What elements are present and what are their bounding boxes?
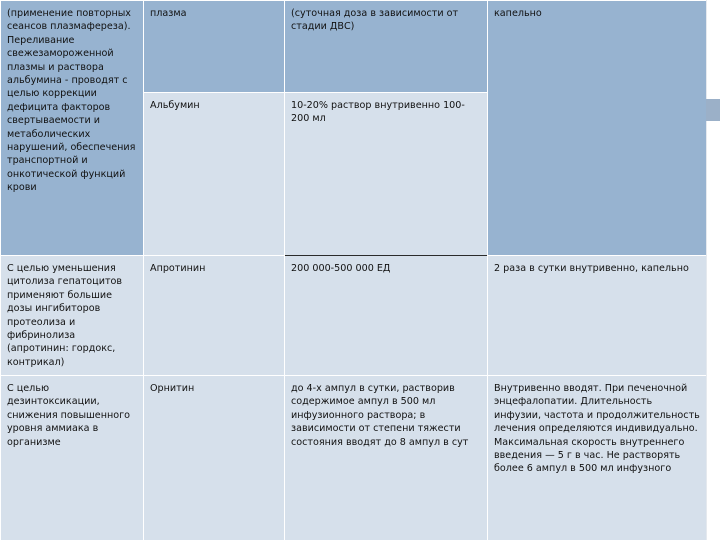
indication-cell: С целью дезинтоксикации, снижения повышенного уровня аммиака в организме bbox=[1, 376, 144, 541]
drug-cell: Апротинин bbox=[144, 256, 285, 376]
drug-cell: Альбумин bbox=[144, 93, 285, 256]
dose-cell: 200 000-500 000 ЕД bbox=[285, 256, 488, 376]
indication-cell: С целью уменьшения цитолиза гепатоцитов применяют большие дозы ингибиторов протеолиза и фибринолиза (апротинин: гордокс, контрикал) bbox=[1, 256, 144, 376]
slide-edge-divider bbox=[706, 0, 707, 540]
drug-cell: плазма bbox=[144, 1, 285, 93]
dose-cell: до 4-х ампул в сутки, растворив содержимое ампул в 500 мл инфузионного раствора; в зависимости от степени тяжести состояния вводят до 8 ампул в сут bbox=[285, 376, 488, 541]
slide-side-tab bbox=[706, 99, 720, 121]
route-cell: капельно bbox=[488, 1, 707, 256]
table-row bbox=[1, 256, 707, 376]
route-cell: Внутривенно вводят. При печеночной энцефалопатии. Длительность инфузии, частота и продолжительность лечения определяются индивидуально. Максимальная скорость внутреннего введения — 5 г в час. Не растворять более 6 ампул в 500 мл инфузного bbox=[488, 376, 707, 541]
table-row bbox=[1, 376, 707, 541]
table-row bbox=[1, 1, 707, 93]
dose-cell: (суточная доза в зависимости от стадии ДВС) bbox=[285, 1, 488, 93]
indication-cell: (применение повторных сеансов плазмафереза). Переливание свежезамороженной плазмы и раствора альбумина - проводят с целью коррекции дефицита факторов свертываемости и метаболических нарушений, обеспечения транспортной и онкотической функций крови bbox=[1, 1, 144, 256]
dose-cell: 10-20% раствор внутривенно 100-200 мл bbox=[285, 93, 488, 256]
drug-cell: Орнитин bbox=[144, 376, 285, 541]
route-cell: 2 раза в сутки внутривенно, капельно bbox=[488, 256, 707, 376]
